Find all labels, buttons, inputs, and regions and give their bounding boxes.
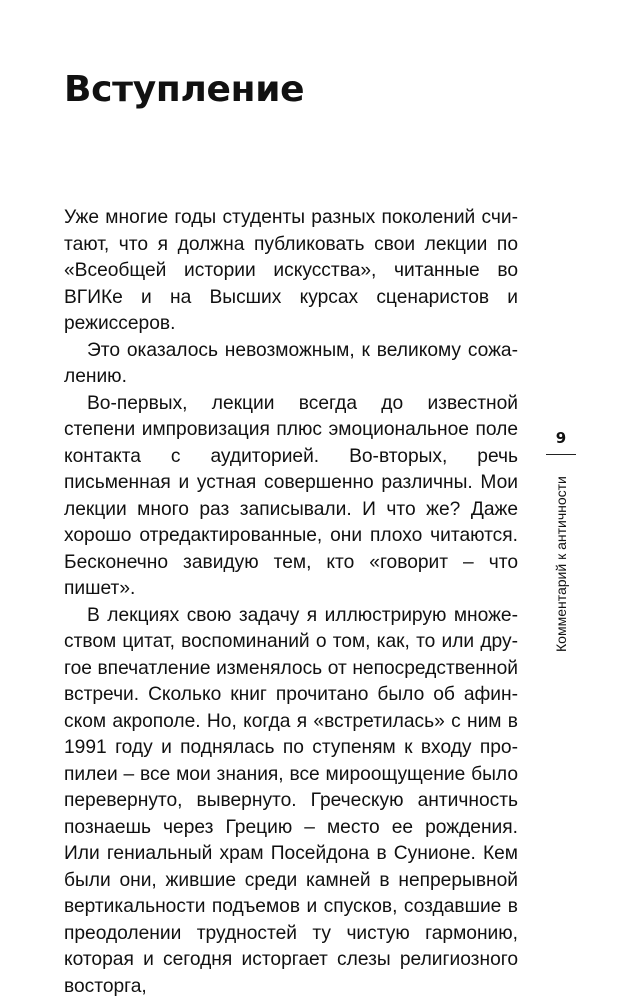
page-number-rule	[546, 454, 576, 455]
paragraph-4: В лекциях свою задачу я иллюстрирую множеством цитат, воспоминаний о том, как, то или другое впечатление изменялось от непосредственной встречи. Сколько книг прочитано было об афинском акрополе. Но, когда я «встретилась» с ним в 1991 году и поднялась по ступеням к входу пропилеи – все мои знания, все мироощущение было перевернуто, вывернуто. Греческую античность познаешь через Грецию – место ее рождения. Или гениальный храм Посейдона в Сунионе. Кем были они, жившие среди камней в непрерывной вертикальности подъемов и спусков, создавшие в преодолении трудностей ту чистую гармонию, которая и сегодня исторгает слезы религиозного восторга,	[64, 604, 518, 997]
paragraph-3: Во-первых, лекции всегда до известной степени импровизация плюс эмоциональное поле контакта с аудиторией. Во-вторых, речь письменная и устная совершенно различны. Мои лекции много раз записывали. И что же? Даже хорошо отредактированные, они плохо читаются. Бесконечно завидую тем, кто «говорит – что пишет».	[64, 392, 518, 599]
page-side-tab	[543, 428, 579, 658]
body-text	[64, 205, 518, 1000]
page-number: 9	[555, 429, 567, 447]
paragraph-1: Уже многие годы студенты разных поколений считают, что я должна публиковать свои лекции по «Всеобщей истории искусства», читанные во ВГИКе и на Высших курсах сценаристов и режиссеров.	[64, 207, 518, 334]
running-title: Комментарий к античности	[553, 476, 569, 652]
chapter-title: Вступление	[64, 69, 305, 110]
paragraph-2: Это оказалось невозможным, к великому сожалению.	[64, 339, 518, 387]
